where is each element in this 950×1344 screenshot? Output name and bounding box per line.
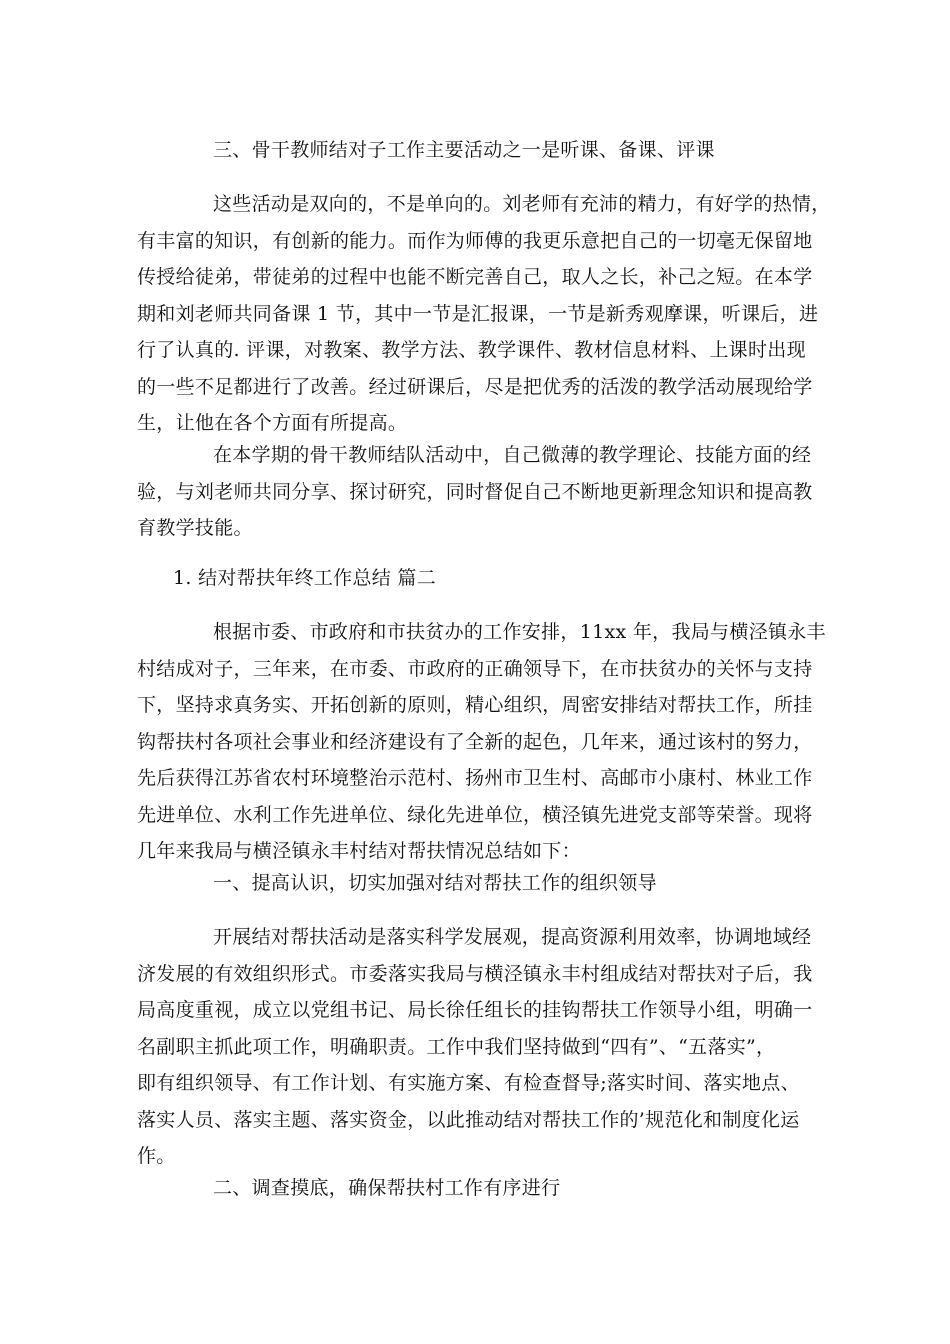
paragraph-line: 开展结对帮扶活动是落实科学发展观，提高资源利用效率，协调地域经 <box>213 926 812 948</box>
heading-text: 一、提高认识，切实加强对结对帮扶工作的组织领导 <box>213 872 657 894</box>
paragraph-line: 先后获得江苏省农村环境整治示范村、扬州市卫生村、高邮市小康村、林业工作 <box>137 767 813 789</box>
paragraph-line: 育教学技能。 <box>137 517 253 539</box>
paragraph-line: 落实人员、落实主题、落实资金，以此推动结对帮扶工作的’规范化和制度化运 <box>137 1108 800 1131</box>
paragraph-line: 村结成对子，三年来，在市委、市政府的正确领导下，在市扶贫办的关怀与支持 <box>137 657 813 680</box>
paragraph-line: 期和刘老师共同备课 1 节，其中一节是汇报课，一节是新秀观摩课，听课后，进 <box>137 302 819 325</box>
paragraph-line: 生，让他在各个方面有所提高。 <box>137 412 408 434</box>
paragraph-line: 济发展的有效组织形式。市委落实我局与横泾镇永丰村组成结对帮扶对子后，我 <box>137 962 813 985</box>
paragraph-line: 钩帮扶村各项社会事业和经济建设有了全新的起色，几年来，通过该村的努力， <box>137 730 813 753</box>
paragraph-line: 的一些不足都进行了改善。经过研课后，尽是把优秀的活泼的教学活动展现给学 <box>137 375 813 398</box>
heading-text: 二、调查摸底，确保帮扶村工作有序进行 <box>213 1177 561 1199</box>
paragraph-line: 根据市委、市政府和市扶贫办的工作安排，11xx 年，我局与横泾镇永丰 <box>213 621 826 643</box>
paragraph-line: 验，与刘老师共同分享、探讨研究，同时督促自己不断地更新理念知识和提高教 <box>137 480 813 503</box>
paragraph-line: 即有组织领导、有工作计划、有实施方案、有检查督导;落实时间、落实地点、 <box>137 1072 800 1094</box>
paragraph-line: 局高度重视，成立以党组书记、局长徐任组长的挂钩帮扶工作领导小组，明确一 <box>137 999 813 1021</box>
paragraph-lesson-activities <box>137 186 831 442</box>
paragraph-line: 先进单位、水利工作先进单位、绿化先进单位，横泾镇先进党支部等荣誉。现将 <box>137 803 813 826</box>
paragraph-line: 几年来我局与横泾镇永丰村结对帮扶情况总结如下： <box>137 840 581 862</box>
paragraph-line: 在本学期的骨干教师结队活动中，自己微薄的教学理论、技能方面的经 <box>213 444 812 466</box>
paragraph-team-activities <box>137 437 827 547</box>
article-heading <box>137 560 827 597</box>
paragraph-line: 名副职主抓此项工作，明确职责。工作中我们坚持做到“四有”、“五落实”， <box>137 1035 776 1058</box>
paragraph-organization <box>137 919 827 1175</box>
paragraph-line: 传授给徒弟，带徒弟的过程中也能不断完善自己，取人之长，补己之短。在本学 <box>137 266 813 288</box>
section-heading-one <box>137 865 827 902</box>
section-heading-three <box>137 132 827 169</box>
paragraph-pairing-summary <box>137 614 827 870</box>
paragraph-line: 这些活动是双向的，不是单向的。刘老师有充沛的精力，有好学的热情， <box>213 193 831 215</box>
article-title: 1. 结对帮扶年终工作总结 篇二 <box>173 567 437 589</box>
section-heading-two <box>137 1170 827 1207</box>
paragraph-line: 有丰富的知识，有创新的能力。而作为师傅的我更乐意把自己的一切毫无保留地 <box>137 229 813 252</box>
paragraph-line: 下，坚持求真务实、开拓创新的原则，精心组织，周密安排结对帮扶工作，所挂 <box>137 694 813 716</box>
paragraph-line: 行了认真的. 评课，对教案、教学方法、教学课件、教材信息材料、上课时出现 <box>137 339 806 361</box>
paragraph-line: 作。 <box>137 1145 176 1167</box>
heading-text: 三、骨干教师结对子工作主要活动之一是听课、备课、评课 <box>213 139 715 161</box>
